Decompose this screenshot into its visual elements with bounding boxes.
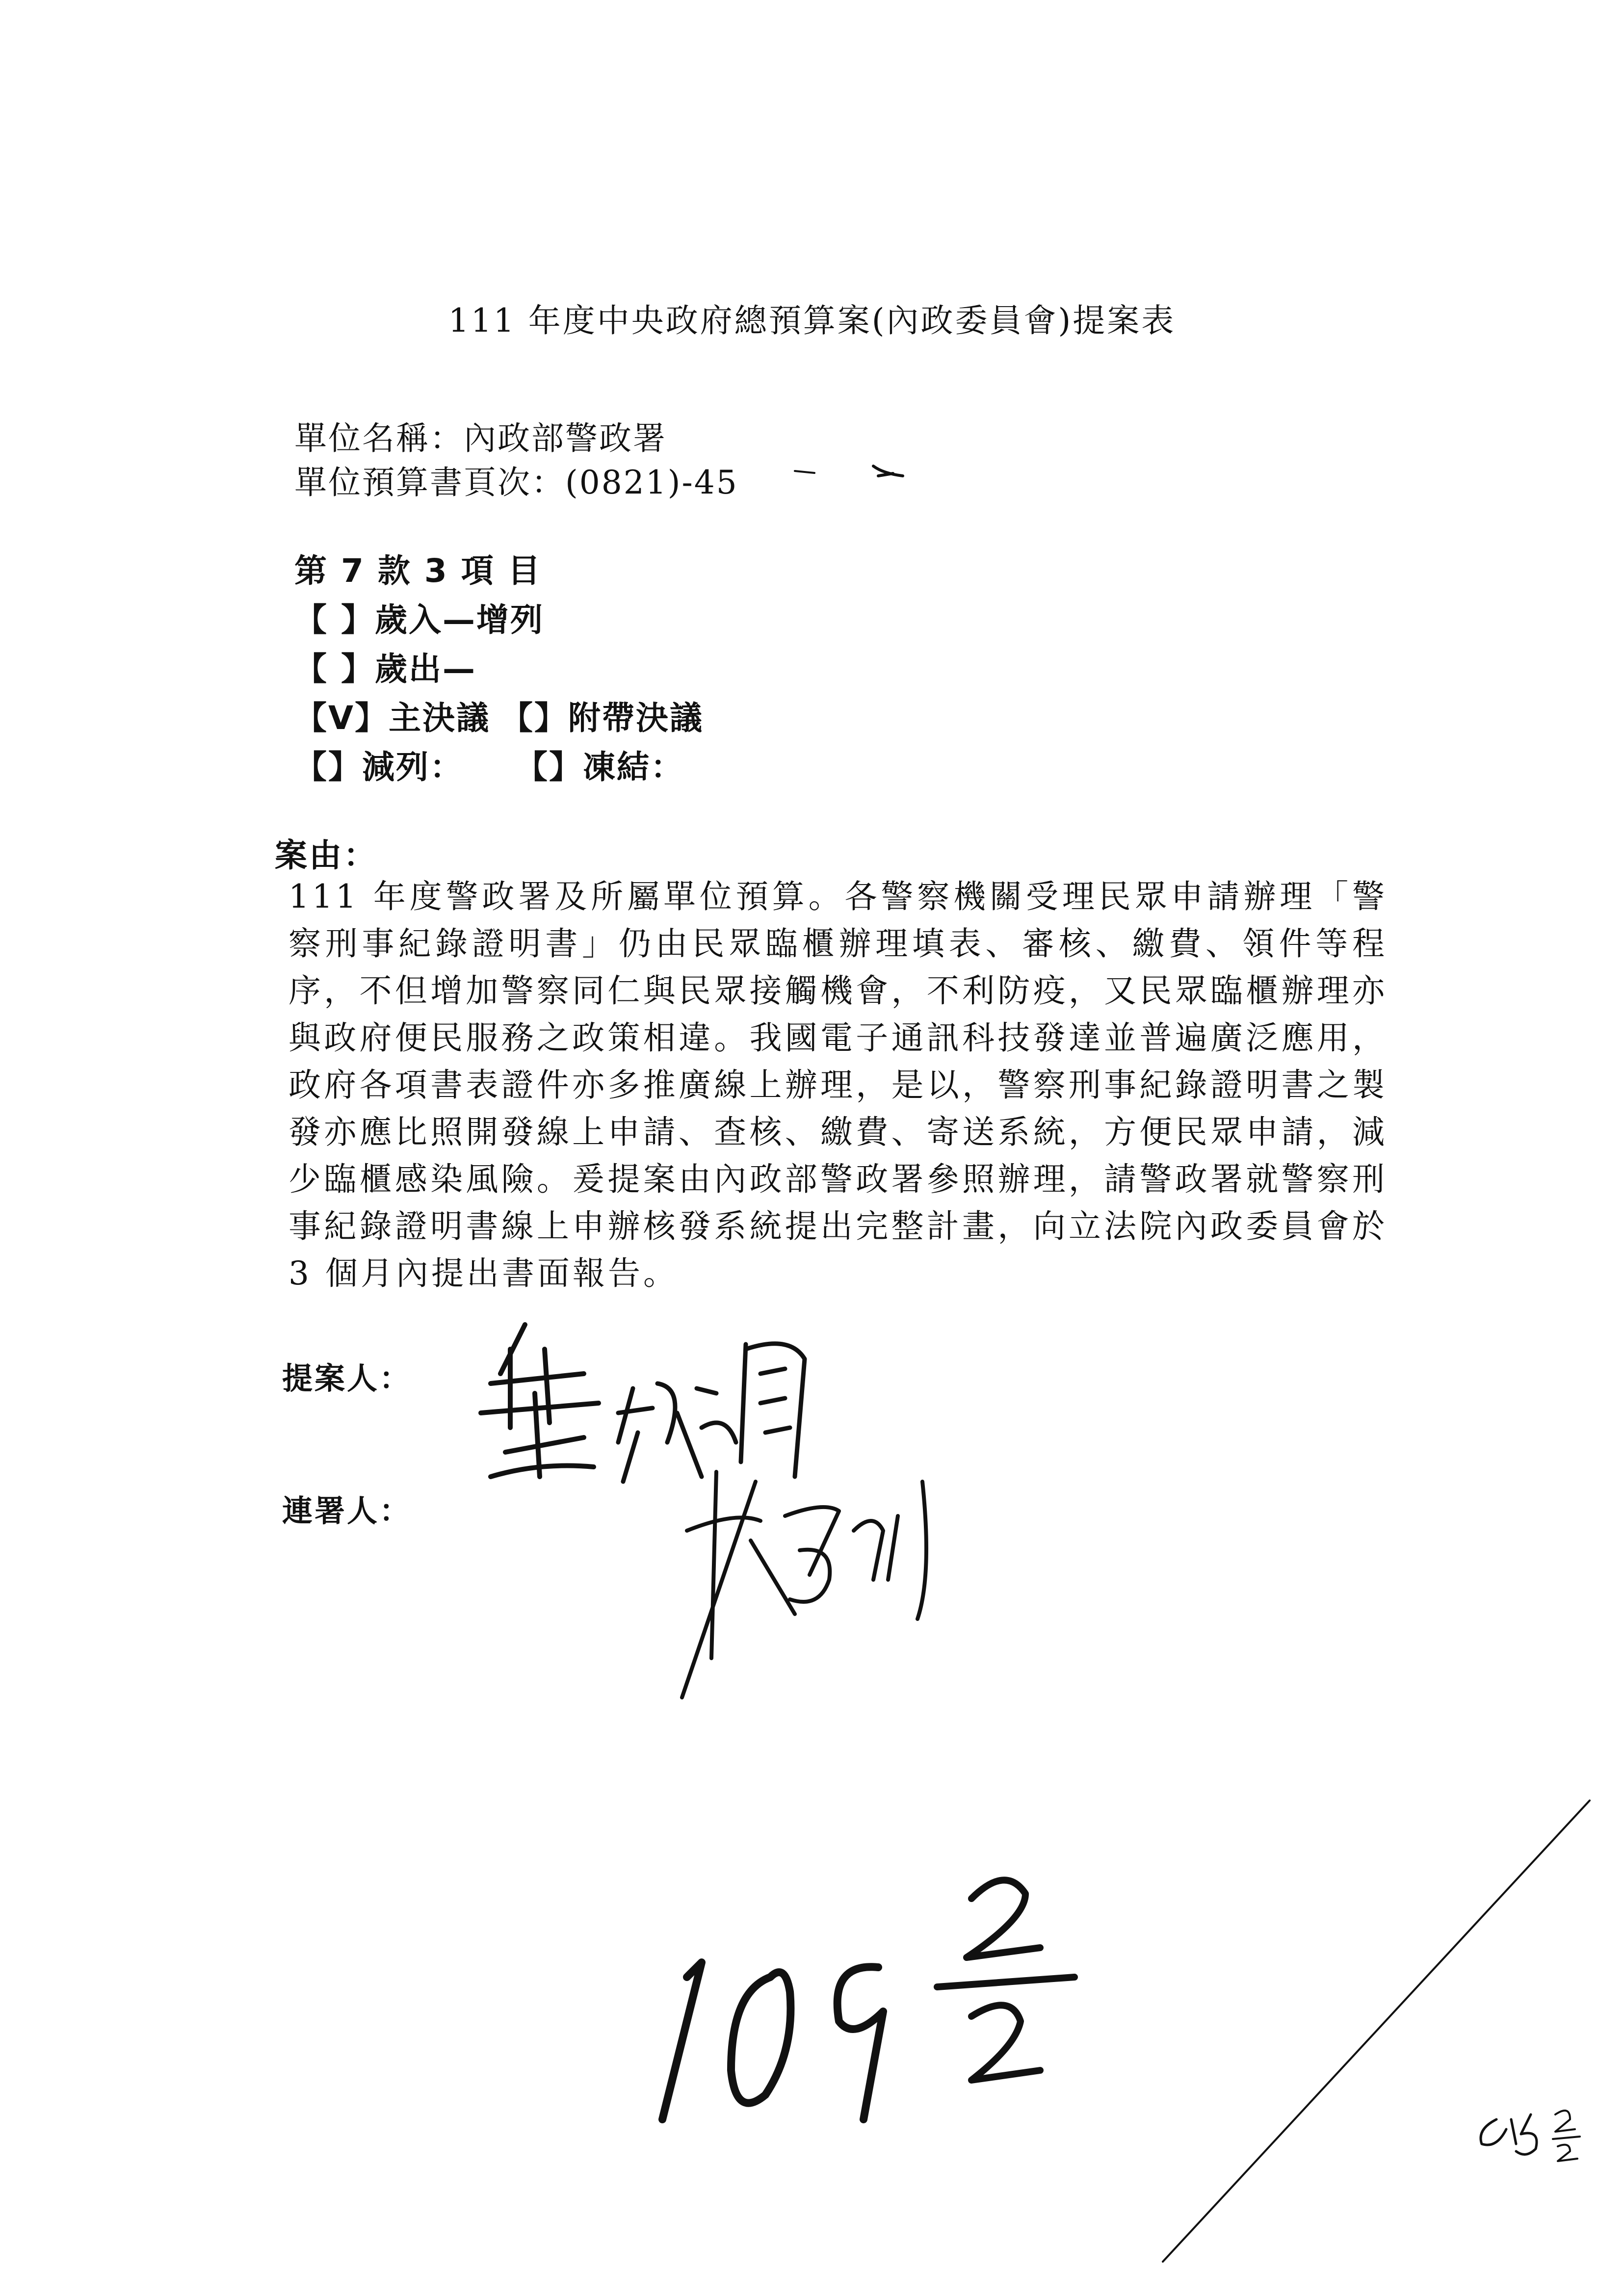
option-revenue: 【 】歲入—增列 <box>294 601 544 639</box>
option-reduction: 【】減列： <box>294 748 464 786</box>
option-freeze: 【】凍結： <box>515 748 684 786</box>
proposer-label: 提案人： <box>282 1360 412 1396</box>
budget-page: 單位預算書頁次：(0821)-45 <box>294 464 738 501</box>
section-heading: 第 7 款 3 項 目 <box>294 552 542 590</box>
diagonal-pen-stroke <box>1153 1796 1604 2267</box>
cosigner-signature <box>677 1452 991 1707</box>
option-main-resolution: 【V】主決議 <box>294 699 491 737</box>
cosigner-label: 連署人： <box>282 1493 412 1529</box>
ink-smudge <box>785 451 913 491</box>
reason-label: 案由： <box>275 836 378 874</box>
margin-note <box>1472 2100 1599 2164</box>
unit-name: 單位名稱：內政部警政署 <box>294 419 667 457</box>
document-title: 111 年度中央政府總預算案(內政委員會)提案表 <box>448 302 1176 339</box>
option-attached-resolution: 【】附帶決議 <box>500 699 704 737</box>
option-expenditure: 【 】歲出— <box>294 650 476 688</box>
reason-text: 111 年度警政署及所屬單位預算。各警察機關受理民眾申請辦理「警察刑事紀錄證明書」仍由民眾臨櫃辦理填表、審核、繳費、領件等程序，不但增加警察同仁與民眾接觸機會，不利防疫，又民眾臨櫃辦理亦與政府便民服務之政策相違。我國電子通訊科技發達並普遍廣泛應用，政府各項書表證件亦多推廣線上辦理，是以，警察刑事紀錄證明書之製發亦應比照開發線上申請、查核、繳費、寄送系統，方便民眾申請，減少臨櫃感染風險。爰提案由內政部警政署參照辦理，請警政署就警察刑事紀錄證明書線上申辦核發系統提出完整計畫，向立法院內政委員會於 3 個月內提出書面報告。 <box>288 878 1388 1292</box>
handwritten-fraction <box>927 1864 1094 2100</box>
